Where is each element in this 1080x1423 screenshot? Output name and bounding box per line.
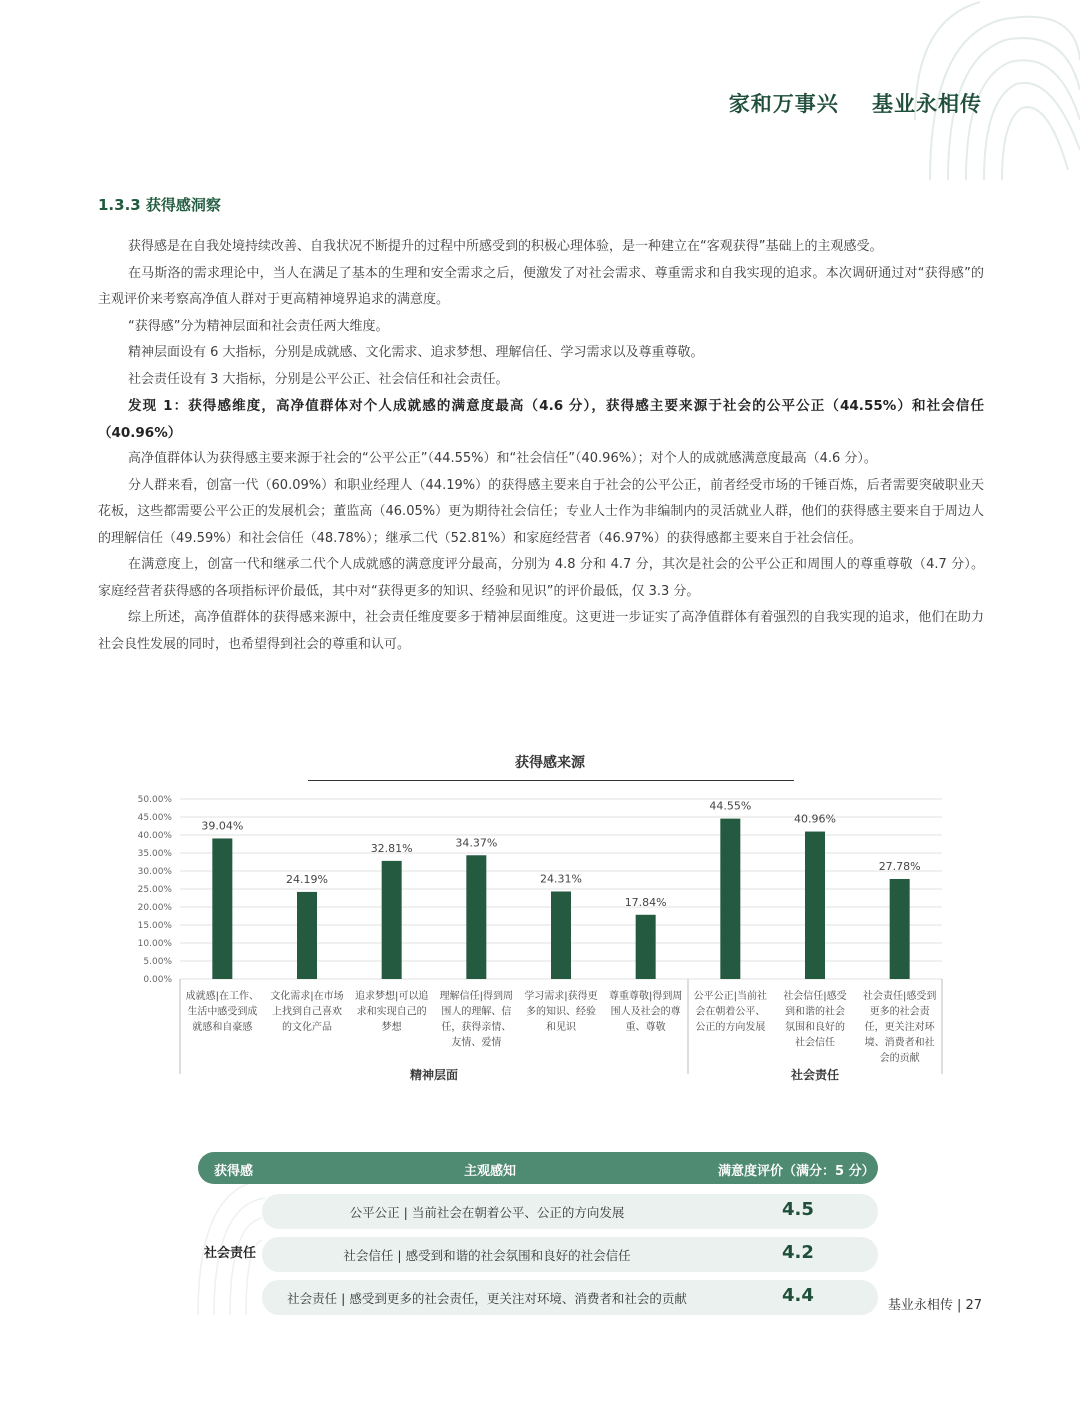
paragraph: 精神层面设有 6 大指标，分别是成就感、文化需求、追求梦想、理解信任、学习需求以及尊重尊敬。	[128, 345, 704, 360]
x-tick-label: 公平公正|当前社	[693, 991, 768, 1002]
table-row-desc: 社会责任 | 感受到更多的社会责任，更关注对环境、消费者和社会的贡献	[287, 1291, 687, 1306]
x-tick-label: 社会信任|感受	[783, 991, 847, 1002]
x-tick-label: 多的知识、经验	[526, 1006, 596, 1018]
x-tick-label: 和见识	[546, 1022, 576, 1033]
paragraph: 分人群来看，创富一代（60.09%）和职业经理人（44.19%）的获得感主要来自于社会的公平公正，前者经受市场的千锤百炼，后者需要突破职业天花板，这些都需要公平公正的发展机会；董监高（46.05%）更为期待社会信任；专业人士作为非编制内的灵活就业人群，他们的获得感主要来自于周边人的理解信任（49.59%）和社会信任（48.78%）；继承二代（52.81%）和家庭经营者（46.97%）的获得感都主要来自于社会信任。	[98, 477, 984, 546]
data-label: 40.96%	[794, 812, 836, 826]
x-tick-label: 成就感|在工作、	[185, 991, 260, 1002]
data-label: 44.55%	[709, 799, 752, 813]
x-tick-label: 友情、爱情	[451, 1037, 502, 1049]
paragraph: 高净值群体认为获得感主要来源于社会的“公平公正”（44.55%）和“社会信任”（40.96%）；对个人的成就感满意度最高（4.6 分）。	[128, 451, 877, 466]
satisfaction-table	[198, 1152, 878, 1316]
y-tick-label: 45.00%	[137, 813, 172, 823]
body-text	[98, 234, 984, 658]
bar	[297, 892, 317, 979]
group-label: 精神层面	[409, 1068, 459, 1082]
table-row-score: 4.2	[782, 1242, 814, 1263]
x-tick-label: 学习需求|获得更	[524, 991, 598, 1002]
x-tick-label: 梦想	[381, 1022, 402, 1033]
x-tick-label: 公正的方向发展	[695, 1022, 766, 1033]
bar	[720, 819, 740, 979]
y-tick-label: 25.00%	[137, 885, 172, 895]
y-tick-label: 10.00%	[137, 939, 172, 949]
bar	[805, 832, 825, 979]
bar	[212, 838, 232, 979]
x-tick-label: 追求梦想|可以追	[354, 991, 429, 1002]
x-tick-label: 任，更关注对环	[864, 1022, 935, 1033]
data-label: 39.04%	[201, 819, 244, 833]
y-tick-label: 0.00%	[143, 975, 172, 985]
bar	[382, 861, 402, 979]
bar	[636, 915, 656, 979]
paragraph: 在满意度上，创富一代和继承二代个人成就感的满意度评分最高，分别为 4.8 分和 4.7 分，其次是社会的公平公正和周围人的尊重尊敬（4.7 分）。家庭经营者获得感的各项指标评价最低，其中对“获得更多的知识、经验和见识”的评价最低，仅 3.3 分。	[98, 557, 984, 599]
table-row	[262, 1194, 878, 1229]
paragraph: 在马斯洛的需求理论中，当人在满足了基本的生理和安全需求之后，便激发了对社会需求、尊重需求和自我实现的追求。本次调研通过对“获得感”的主观评价来考察高净值人群对于更高精神境界追求的满意度。	[98, 265, 984, 307]
x-tick-label: 氛围和良好的	[785, 1022, 845, 1033]
bar	[551, 891, 571, 979]
table-row-score: 4.5	[782, 1199, 814, 1220]
paragraph: “获得感”分为精神层面和社会责任两大维度。	[128, 318, 389, 334]
x-tick-label: 到和谐的社会	[785, 1006, 845, 1018]
table-header	[198, 1152, 878, 1184]
x-tick-label: 社会责任|感受到	[862, 991, 937, 1002]
y-tick-label: 40.00%	[137, 831, 172, 841]
x-tick-label: 的文化产品	[282, 1022, 332, 1033]
x-tick-label: 社会信任	[795, 1037, 835, 1049]
x-tick-label: 围人及社会的尊	[610, 1006, 681, 1018]
x-tick-label: 理解信任|得到周	[439, 991, 514, 1002]
y-tick-label: 50.00%	[137, 795, 172, 805]
paragraph: 社会责任设有 3 大指标，分别是公平公正、社会信任和社会责任。	[128, 371, 509, 387]
page-footer: 基业永相传 | 27	[887, 1298, 982, 1313]
data-label: 32.81%	[370, 841, 413, 855]
table-row-desc: 公平公正 | 当前社会在朝着公平、公正的方向发展	[349, 1205, 625, 1220]
bar-chart	[120, 790, 950, 1090]
y-tick-label: 20.00%	[137, 903, 172, 913]
page-header-title: 家和万事兴 基业永相传	[728, 92, 982, 116]
data-label: 34.37%	[455, 836, 498, 850]
x-tick-label: 求和实现自己的	[356, 1006, 427, 1018]
x-tick-label: 境、消费者和社	[864, 1037, 935, 1049]
y-tick-label: 15.00%	[137, 921, 172, 931]
y-tick-label: 30.00%	[137, 867, 172, 877]
table-row	[262, 1237, 878, 1272]
paragraph: 获得感是在自我处境持续改善、自我状况不断提升的过程中所感受到的积极心理体验，是一种建立在“客观获得”基础上的主观感受。	[128, 239, 883, 254]
finding-heading: 发现 1：获得感维度，高净值群体对个人成就感的满意度最高（4.6 分），获得感主要来源于社会的公平公正（44.55%）和社会信任（40.96%）	[98, 398, 984, 441]
table-row	[262, 1280, 878, 1315]
chart-title-rule	[308, 780, 794, 781]
chart-title: 获得感来源	[515, 755, 585, 771]
table-header-dimension: 获得感	[214, 1164, 254, 1179]
x-tick-label: 上找到自己喜欢	[272, 1006, 342, 1018]
y-tick-label: 5.00%	[143, 957, 172, 967]
table-row-score: 4.4	[782, 1285, 814, 1306]
x-tick-label: 任，获得亲情、	[441, 1022, 512, 1033]
x-tick-label: 更多的社会责	[869, 1006, 930, 1018]
table-row-desc: 社会信任 | 感受到和谐的社会氛围和良好的社会信任	[343, 1248, 631, 1263]
x-tick-label: 围人的理解、信	[441, 1006, 512, 1018]
table-header-score: 满意度评价（满分：5 分）	[718, 1164, 875, 1179]
group-label: 社会责任	[790, 1068, 840, 1082]
data-label: 27.78%	[878, 859, 921, 873]
section-heading: 1.3.3 获得感洞察	[98, 196, 221, 214]
x-tick-label: 重、尊敬	[625, 1022, 666, 1033]
x-tick-label: 会的贡献	[879, 1053, 920, 1064]
data-label: 24.31%	[540, 872, 582, 886]
y-tick-label: 35.00%	[137, 849, 172, 859]
paragraph: 综上所述，高净值群体的获得感来源中，社会责任维度要多于精神层面维度。这更进一步证实了高净值群体有着强烈的自我实现的追求，他们在助力社会良性发展的同时，也希望得到社会的尊重和认可。	[98, 610, 984, 652]
bar	[890, 879, 910, 979]
x-tick-label: 文化需求|在市场	[270, 991, 344, 1002]
table-header-perception: 主观感知	[464, 1164, 517, 1179]
bar	[466, 855, 486, 979]
x-tick-label: 就感和自豪感	[192, 1022, 253, 1033]
x-tick-label: 尊重尊敬|得到周	[608, 991, 683, 1002]
x-tick-label: 生活中感受到成	[187, 1006, 258, 1018]
x-tick-label: 会在朝着公平、	[695, 1006, 766, 1018]
data-label: 24.19%	[286, 872, 328, 886]
table-dimension-label: 社会责任	[204, 1246, 257, 1261]
data-label: 17.84%	[624, 895, 667, 909]
